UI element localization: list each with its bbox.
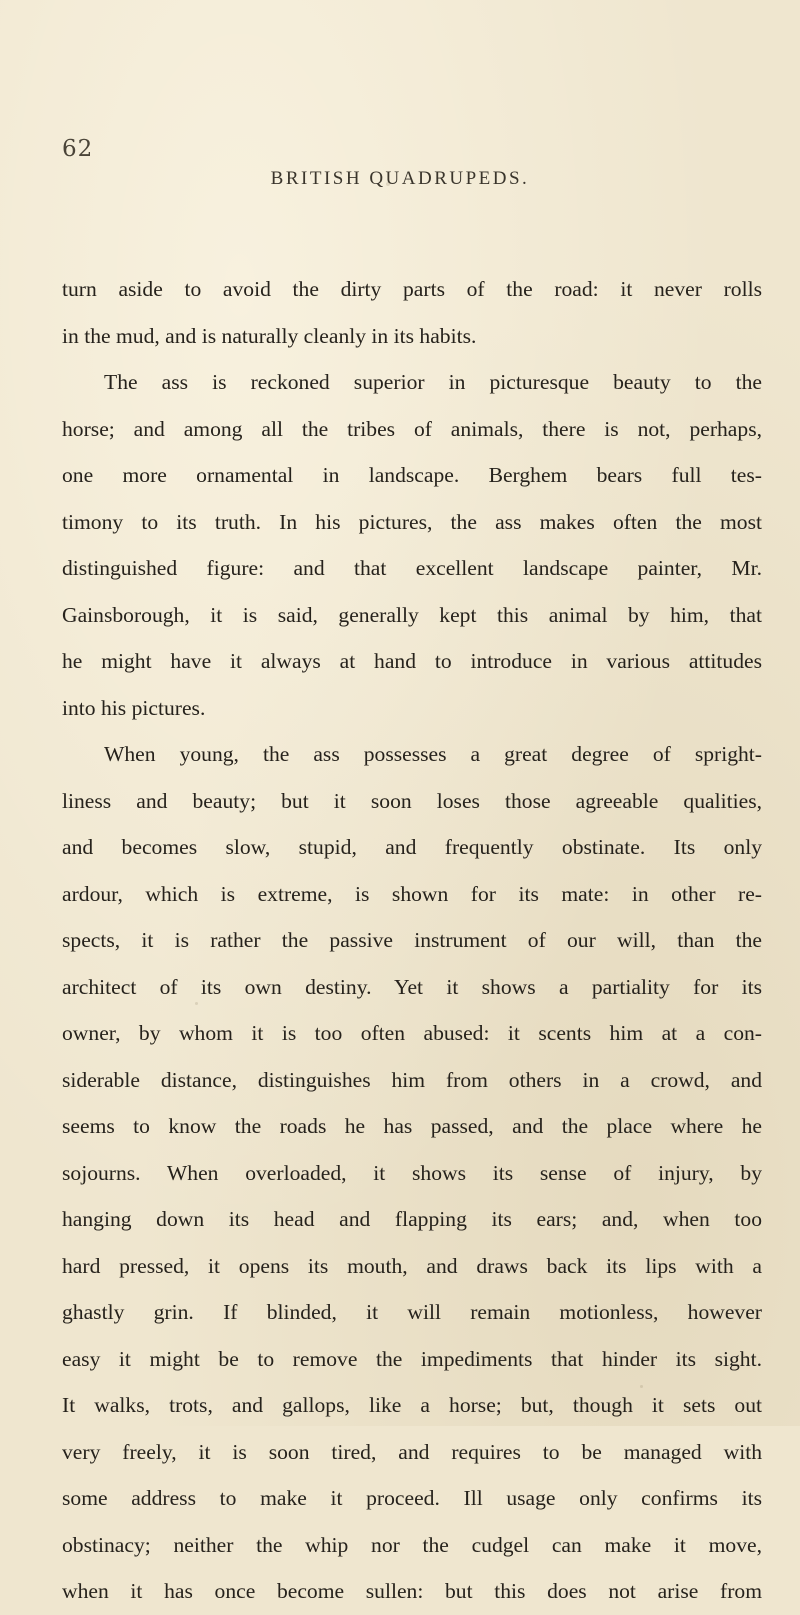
text-line: spects, it is rather the passive instrument of our will, than the <box>62 928 762 952</box>
paper-spot <box>195 1002 198 1005</box>
text-line: easy it might be to remove the impediments that hinder its sight. <box>62 1346 762 1371</box>
text-line: When young, the ass possesses a great degree of spright- <box>104 742 762 766</box>
text-line: distinguished figure: and that excellent landscape painter, Mr. <box>62 556 762 580</box>
text-line: timony to its truth. In his pictures, the ass makes often the most <box>62 509 762 534</box>
text-line: obstinacy; neither the whip nor the cudgel can make it move, <box>62 1532 762 1557</box>
text-line: liness and beauty; but it soon loses those agreeable qualities, <box>62 788 762 813</box>
text-line: when it has once become sullen: but this does not arise from <box>62 1579 762 1603</box>
text-line: he might have it always at hand to introduce in various attitudes <box>62 649 762 673</box>
text-line: Gainsborough, it is said, generally kept this animal by him, that <box>62 602 762 627</box>
text-line: into his pictures. <box>62 695 206 720</box>
paper-spot <box>386 182 390 186</box>
running-title: BRITISH QUADRUPEDS. <box>270 168 530 189</box>
text-line: and becomes slow, stupid, and frequently obstinate. Its only <box>62 835 762 859</box>
text-line: architect of its own destiny. Yet it shows a partiality for its <box>62 974 762 999</box>
page-number: 62 <box>62 136 94 162</box>
paper-spot <box>640 1385 643 1388</box>
text-line: one more ornamental in landscape. Berghem bears full tes- <box>62 463 762 487</box>
text-line: owner, by whom it is too often abused: it scents him at a con- <box>62 1021 762 1045</box>
text-line: some address to make it proceed. Ill usage only confirms its <box>62 1486 762 1510</box>
text-line: horse; and among all the tribes of animals, there is not, perhaps, <box>62 416 762 441</box>
text-line: in the mud, and is naturally cleanly in its habits. <box>62 323 477 348</box>
text-line: hard pressed, it opens its mouth, and draws back its lips with a <box>62 1253 762 1278</box>
text-line: very freely, it is soon tired, and requires to be managed with <box>62 1439 762 1464</box>
text-line: It walks, trots, and gallops, like a horse; but, though it sets out <box>62 1393 762 1417</box>
text-line: The ass is reckoned superior in picturesque beauty to the <box>104 370 762 394</box>
text-line: seems to know the roads he has passed, and the place where he <box>62 1114 762 1138</box>
text-line: ardour, which is extreme, is shown for its mate: in other re- <box>62 881 762 906</box>
text-line: ghastly grin. If blinded, it will remain motionless, however <box>62 1300 762 1324</box>
text-line: siderable distance, distinguishes him from others in a crowd, and <box>62 1067 762 1092</box>
text-line: hanging down its head and flapping its ears; and, when too <box>62 1207 762 1231</box>
text-line: sojourns. When overloaded, it shows its sense of injury, by <box>62 1160 762 1185</box>
text-line: turn aside to avoid the dirty parts of the road: it never rolls <box>62 277 762 301</box>
body-text <box>62 266 762 1615</box>
